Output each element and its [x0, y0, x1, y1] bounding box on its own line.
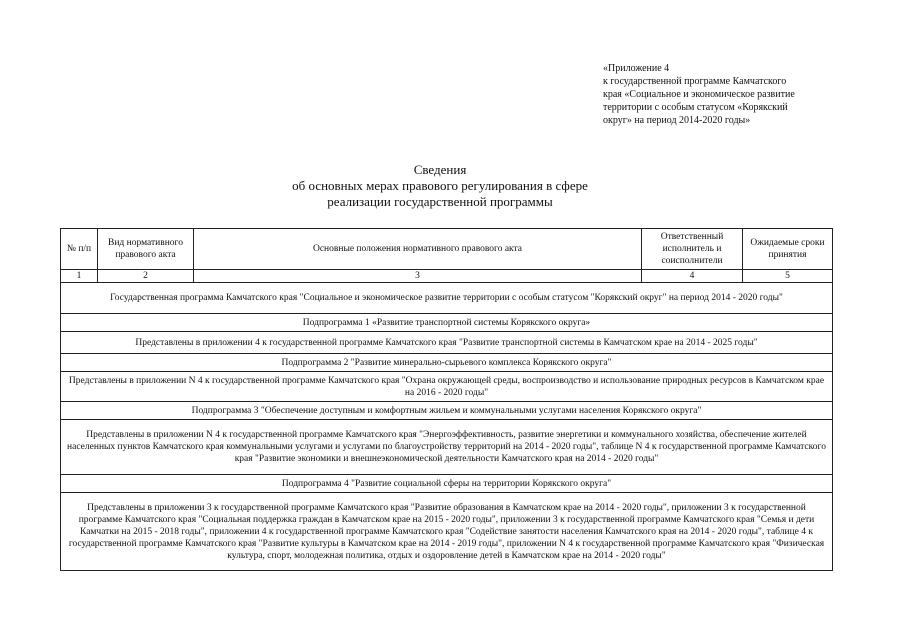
subprogram2-text: Представлены в приложении N 4 к государственной программе Камчатского края "Охрана окружающей среды, воспроизводство и использование природных ресурсов в Камчатском крае на 2016 - 2020 годы" — [61, 372, 833, 402]
subprogram-row — [61, 402, 833, 420]
column-number: 3 — [194, 270, 642, 283]
column-number-row — [61, 270, 833, 283]
title-line: реализации государственной программы — [327, 194, 553, 209]
header-provisions: Основные положения нормативного правового акта — [194, 229, 642, 270]
subprogram-desc-row — [61, 420, 833, 475]
subprogram3-text: Представлены в приложении N 4 к государственной программе Камчатского края "Энергоэффективность, развитие энергетики и коммунального хозяйства, обеспечение жителей населенных пунктов Камчатского края коммунальными услугами и услугами по благоустройству территорий на 2014 - 2020 годы", таблице N 4 к государственной программе Камчатского края "Развитие экономики и внешнеэкономической деятельности Камчатского края на 2014 - 2020 годы" — [61, 420, 833, 475]
subprogram1-title: Подпрограмма 1 «Развитие транспортной системы Корякского округа» — [61, 314, 833, 332]
title-line: об основных мерах правового регулирования в сфере — [292, 178, 588, 193]
subprogram-desc-row — [61, 493, 833, 571]
annex-line: «Приложение 4 — [603, 63, 670, 74]
annex-line: округ» на период 2014-2020 годы» — [603, 115, 751, 126]
column-number: 5 — [743, 270, 833, 283]
subprogram-row — [61, 314, 833, 332]
annex-line: края «Социальное и экономическое развитие — [603, 89, 795, 100]
annex-line: территории с особым статусом «Корякский — [603, 102, 788, 113]
subprogram2-title: Подпрограмма 2 "Развитие минерально-сырьевого комплекса Корякского округа" — [61, 354, 833, 372]
subprogram-desc-row — [61, 372, 833, 402]
subprogram1-text: Представлены в приложении 4 к государственной программе Камчатского края "Развитие транспортной системы в Камчатском крае на 2014 - 2025 годы" — [61, 332, 833, 354]
subprogram-desc-row — [61, 332, 833, 354]
header-num: № п/п — [61, 229, 98, 270]
title-line: Сведения — [413, 162, 467, 177]
column-number: 4 — [642, 270, 743, 283]
annex-header — [603, 62, 833, 127]
subprogram-row — [61, 354, 833, 372]
program-row — [61, 283, 833, 314]
document-title — [250, 162, 630, 210]
header-row — [61, 229, 833, 270]
column-number: 2 — [98, 270, 194, 283]
subprogram4-text: Представлены в приложении 3 к государственной программе Камчатского края "Развитие образования в Камчатском крае на 2014 - 2020 годы", приложении 3 к государственной программе Камчатского края "Социальная поддержка граждан в Камчатском крае на 2015 - 2020 годы", приложении 3 к государственной программе Камчатского края "Семья и дети Камчатки на 2015 - 2018 годы", приложении 4 к государственной программе Камчатского края "Содействие занятости населения Камчатского края на 2014 - 2020 годы", таблице 4 к государственной программе Камчатского края "Развитие культуры в Камчатском крае на 2014 - 2019 годы", приложении N 4 к государственной программе Камчатского края "Физическая культура, спорт, молодежная политика, отдых и оздоровление детей в Камчатском крае на 2014 - 2020 годы" — [61, 493, 833, 571]
subprogram3-title: Подпрограмма 3 "Обеспечение доступным и комфортным жильем и коммунальными услугами населения Корякского округа" — [61, 402, 833, 420]
header-executor: Ответственный исполнитель и соисполнители — [642, 229, 743, 270]
column-number: 1 — [61, 270, 98, 283]
header-act-type: Вид нормативного правового акта — [98, 229, 194, 270]
measures-table — [60, 228, 833, 571]
subprogram-row — [61, 475, 833, 493]
subprogram4-title: Подпрограмма 4 "Развитие социальной сферы на территории Корякского округа" — [61, 475, 833, 493]
header-deadline: Ожидаемые сроки принятия — [743, 229, 833, 270]
annex-line: к государственной программе Камчатского — [603, 76, 787, 87]
program-title: Государственная программа Камчатского края "Социальное и экономическое развитие территории с особым статусом "Корякский округ" на период 2014 - 2020 годы" — [61, 283, 833, 314]
